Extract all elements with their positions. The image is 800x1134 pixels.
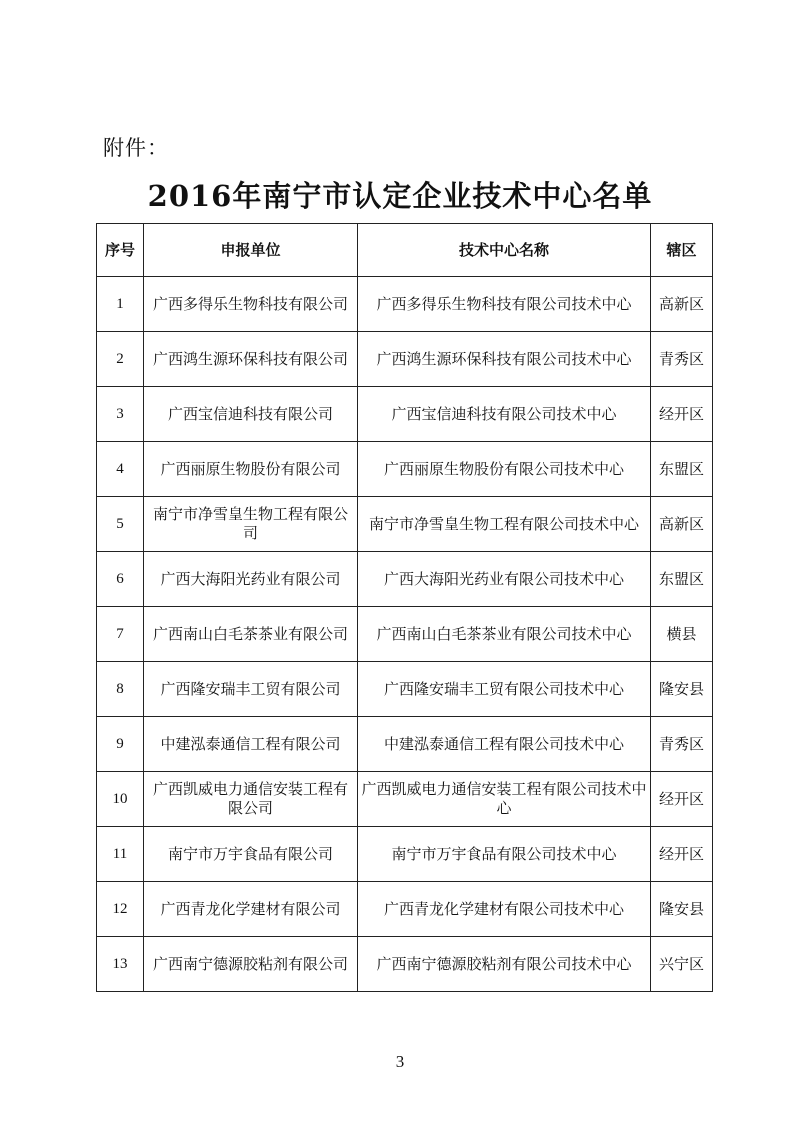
cell-index: 10 [97,772,144,827]
table-row [97,332,713,387]
cell-index: 13 [97,937,144,992]
cell-applicant: 广西凯威电力通信安装工程有限公司 [144,772,358,827]
cell-index: 2 [97,332,144,387]
cell-district: 横县 [651,607,713,662]
cell-center-name: 广西青龙化学建材有限公司技术中心 [358,882,651,937]
table-row [97,662,713,717]
table-row [97,497,713,552]
cell-applicant: 广西青龙化学建材有限公司 [144,882,358,937]
table-row [97,717,713,772]
table-row [97,827,713,882]
cell-applicant: 广西多得乐生物科技有限公司 [144,277,358,332]
attachment-label: 附件： [103,136,169,160]
cell-applicant: 广西隆安瑞丰工贸有限公司 [144,662,358,717]
cell-index: 5 [97,497,144,552]
table-header-row [97,224,713,277]
cell-center-name: 广西凯威电力通信安装工程有限公司技术中心 [358,772,651,827]
cell-index: 1 [97,277,144,332]
cell-applicant: 南宁市净雪皇生物工程有限公司 [144,497,358,552]
cell-center-name: 广西南山白毛茶茶业有限公司技术中心 [358,607,651,662]
document-title: 2016年南宁市认定企业技术中心名单 [147,179,653,213]
table-row [97,277,713,332]
cell-index: 6 [97,552,144,607]
cell-applicant: 广西南山白毛茶茶业有限公司 [144,607,358,662]
cell-center-name: 广西隆安瑞丰工贸有限公司技术中心 [358,662,651,717]
cell-center-name: 南宁市净雪皇生物工程有限公司技术中心 [358,497,651,552]
cell-index: 3 [97,387,144,442]
cell-index: 12 [97,882,144,937]
cell-applicant: 广西丽原生物股份有限公司 [144,442,358,497]
cell-district: 经开区 [651,827,713,882]
table-row [97,387,713,442]
cell-index: 4 [97,442,144,497]
table-row [97,552,713,607]
table-row [97,772,713,827]
cell-district: 经开区 [651,387,713,442]
header-center-name: 技术中心名称 [358,224,651,277]
cell-district: 隆安县 [651,662,713,717]
cell-district: 隆安县 [651,882,713,937]
cell-applicant: 广西南宁德源胶粘剂有限公司 [144,937,358,992]
cell-district: 青秀区 [651,717,713,772]
cell-center-name: 广西南宁德源胶粘剂有限公司技术中心 [358,937,651,992]
page-number: 3 [395,1052,405,1071]
cell-applicant: 中建泓泰通信工程有限公司 [144,717,358,772]
table-row [97,442,713,497]
table-row [97,882,713,937]
cell-district: 兴宁区 [651,937,713,992]
cell-index: 8 [97,662,144,717]
cell-district: 青秀区 [651,332,713,387]
cell-center-name: 广西丽原生物股份有限公司技术中心 [358,442,651,497]
cell-applicant: 南宁市万宇食品有限公司 [144,827,358,882]
cell-applicant: 广西宝信迪科技有限公司 [144,387,358,442]
cell-center-name: 广西宝信迪科技有限公司技术中心 [358,387,651,442]
cell-district: 东盟区 [651,442,713,497]
cell-center-name: 南宁市万宇食品有限公司技术中心 [358,827,651,882]
cell-center-name: 广西大海阳光药业有限公司技术中心 [358,552,651,607]
header-district: 辖区 [651,224,713,277]
cell-district: 经开区 [651,772,713,827]
enterprise-tech-center-table [96,223,713,992]
cell-applicant: 广西大海阳光药业有限公司 [144,552,358,607]
cell-district: 高新区 [651,497,713,552]
cell-center-name: 广西多得乐生物科技有限公司技术中心 [358,277,651,332]
cell-district: 东盟区 [651,552,713,607]
cell-center-name: 广西鸿生源环保科技有限公司技术中心 [358,332,651,387]
header-applicant: 申报单位 [144,224,358,277]
cell-applicant: 广西鸿生源环保科技有限公司 [144,332,358,387]
cell-index: 11 [97,827,144,882]
cell-index: 7 [97,607,144,662]
cell-district: 高新区 [651,277,713,332]
table-row [97,937,713,992]
cell-index: 9 [97,717,144,772]
table-row [97,607,713,662]
cell-center-name: 中建泓泰通信工程有限公司技术中心 [358,717,651,772]
header-index: 序号 [97,224,144,277]
